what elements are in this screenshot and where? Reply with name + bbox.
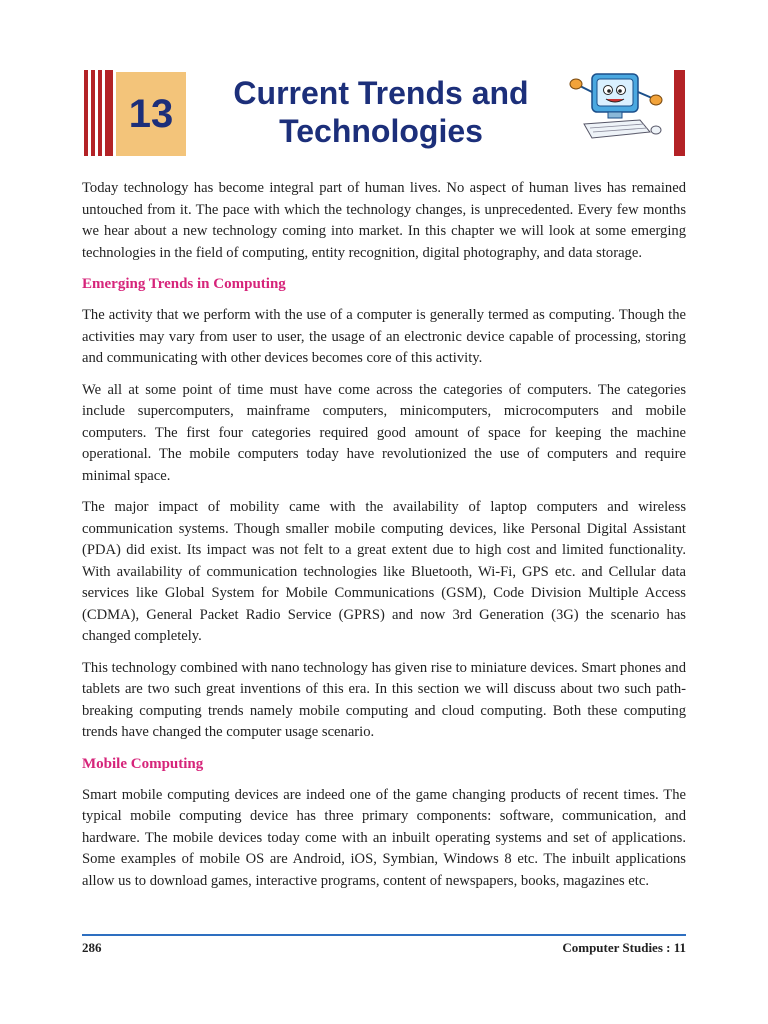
chapter-title (196, 74, 566, 150)
section-heading-emerging-trends: Emerging Trends in Computing (82, 276, 286, 292)
chapter-title-line1: Current Trends and (233, 75, 529, 111)
chapter-number-box (116, 72, 186, 156)
computer-mascot-icon (568, 70, 668, 144)
chapter-title-line2: Technologies (279, 113, 483, 149)
decorative-stripes (84, 70, 114, 156)
footer-rule (82, 934, 686, 936)
paragraph: The major impact of mobility came with the availability of laptop computers and wireless communication systems. Though smaller mobile computing devices, like Personal Digital Assistant (PDA) did exist. Its impact was not felt to a great extent due to high cost and limited functionality. With availability of communication technologies like Bluetooth, Wi-Fi, GPS etc. and Cellular data services like Global System for Mobile Communications (GSM), Code Division Multiple Access (CDMA), General Packet Radio Service (GPRS) and now 3rd Generation (3G) the scenario has changed completely. (82, 499, 686, 644)
section-heading-mobile-computing: Mobile Computing (82, 755, 204, 772)
page-number: 286 (82, 940, 102, 955)
paragraph: Smart mobile computing devices are indeed one of the game changing products of recent times. The typical mobile computing device has three primary components: software, communication, and hardware. The mobile devices today come with an inbuilt operating systems and set of applications. Some examples of mobile OS are Android, iOS, Symbian, Windows 8 etc. The inbuilt applications allow us to download games, interactive programs, content of newspapers, books, magazines etc. (82, 786, 686, 889)
paragraph: This technology combined with nano technology has given rise to miniature devices. Smart phones and tablets are two such great inventions of this era. In this section we will discuss about two such path-breaking computing trends namely mobile computing and cloud computing. Both these computing trends have changed the computer usage scenario. (82, 659, 686, 740)
chapter-header (0, 0, 768, 170)
book-title: Computer Studies : 11 (562, 940, 686, 955)
chapter-number: 13 (128, 91, 174, 136)
paragraph: We all at some point of time must have come across the categories of computers. The categories include supercomputers, mainframe computers, minicomputers, microcomputers and mobile computers. The first four categories required good amount of space for keeping the machine operational. The mobile computers today have revolutionized the use of computers and require minimal space. (82, 381, 686, 484)
decorative-right-bar (674, 70, 685, 156)
page-content (82, 178, 686, 902)
intro-paragraph: Today technology has become integral part of human lives. No aspect of human lives has remained untouched from it. The pace with which the technology changes, is unprecedented. Every few months we hear about a new technology coming into market. In this chapter we will look at some emerging technologies in the field of computing, entity recognition, digital photography, and data storage. (82, 180, 686, 261)
paragraph: The activity that we perform with the use of a computer is generally termed as computing. Though the activities may vary from user to user, the usage of an electronic device capable of processing, storing and communicating with other devices becomes core of this activity. (82, 307, 686, 366)
